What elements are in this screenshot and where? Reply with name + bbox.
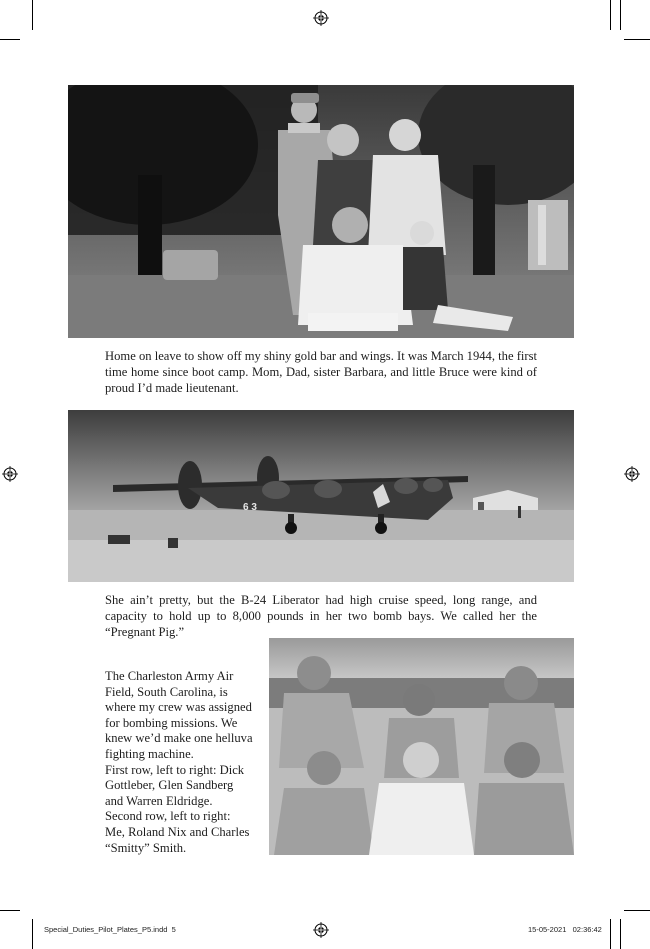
crop-mark-top-left-h [0,39,20,40]
crew-caption-line: for bombing missions. We [105,715,238,730]
crew-caption-line: fighting machine. [105,746,194,761]
crop-mark-top-left-v [32,0,33,30]
registration-mark-top-icon [313,10,329,26]
slug-timestamp [528,925,602,934]
crew-caption-line: Field, South Carolina, is [105,684,228,699]
crew-caption-line: Gottleber, Glen Sandberg [105,778,234,793]
crew-caption-line: The Charleston Army Air [105,669,234,683]
crop-mark-bottom-left-v [32,919,33,949]
crop-mark-top-right-h [624,39,650,40]
b24-liberator-photo [68,410,574,582]
crew-caption-line: and Warren Eldridge. [105,793,213,808]
crop-mark-bottom-right-v2 [620,919,621,949]
crop-mark-top-right-v2 [620,0,621,30]
crew-caption-line: “Smitty” Smith. [105,840,187,855]
registration-mark-right-icon [624,466,640,482]
crew-caption-line: Second row, left to right: [105,809,231,824]
crop-mark-bottom-left-h [0,910,20,911]
svg-text:6 3: 6 3 [243,502,257,513]
slug-filename-text: Special_Duties_Pilot_Plates_P5.indd [44,925,168,934]
bomber-caption: She ain’t pretty, but the B-24 Liberator had high cruise speed, long range, and capacity to hold up to 8,000 pounds in her two bomb bays. We called her the “Pregnant Pig.” [105,593,537,639]
crew-caption [105,669,265,856]
crop-mark-top-right-v1 [610,0,611,30]
crew-caption-line: where my crew was assigned [105,700,252,715]
crew-caption-line: Me, Roland Nix and Charles [105,824,250,839]
crop-mark-bottom-right-h [624,910,650,911]
crew-caption-line: knew we’d make one helluva [105,731,253,746]
crew-photo [269,638,574,855]
slug-date: 15-05-2021 [528,925,567,934]
registration-mark-bottom-icon [313,922,329,938]
slug-time: 02:36:42 [572,925,602,934]
slug-filename [44,925,176,934]
slug-page-number: 5 [171,925,176,934]
crop-mark-bottom-right-v1 [610,919,611,949]
family-caption: Home on leave to show off my shiny gold bar and wings. It was March 1944, the first time home since boot camp. Mom, Dad, sister Barbara, and little Bruce were kind of proud I’d made lieutenant. [105,349,537,395]
family-photo [68,85,574,338]
registration-mark-left-icon [2,466,18,482]
crew-caption-line: First row, left to right: Dick [105,762,245,777]
